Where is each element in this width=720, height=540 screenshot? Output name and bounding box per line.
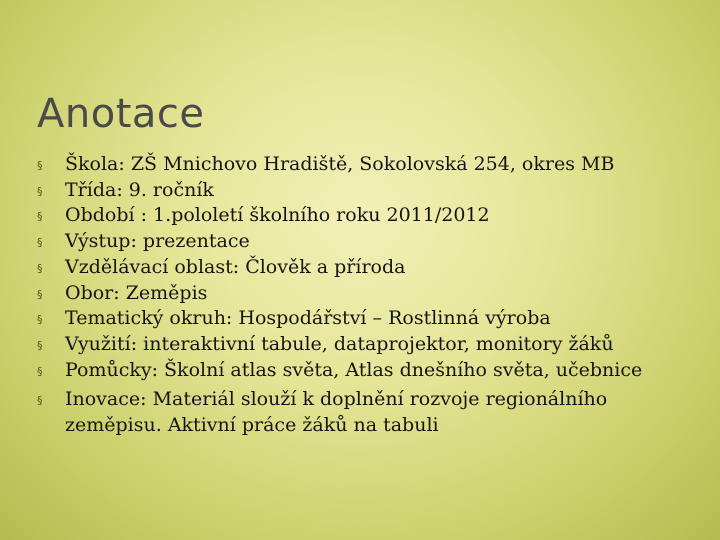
bullet-text: Výstup: prezentace (65, 230, 250, 253)
bullet-item-obdobi (37, 203, 697, 229)
bullet-icon: § (37, 261, 43, 275)
bullet-list (37, 152, 697, 439)
bullet-text: Třída: 9. ročník (65, 178, 214, 201)
bullet-icon: § (37, 313, 43, 327)
bullet-item-vystup (37, 229, 697, 255)
bullet-text: Období : 1.pololetí školního roku 2011/2012 (65, 204, 490, 227)
bullet-item-okruh (37, 306, 697, 332)
bullet-item-inovace (37, 387, 697, 438)
bullet-icon: § (37, 338, 43, 352)
bullet-icon: § (37, 394, 43, 408)
bullet-icon: § (37, 287, 43, 301)
bullet-icon: § (37, 184, 43, 198)
bullet-icon: § (37, 210, 43, 224)
bullet-text: Vzdělávací oblast: Člověk a příroda (65, 255, 406, 278)
bullet-item-oblast (37, 255, 697, 281)
bullet-text: Tematický okruh: Hospodářství – Rostlinná výroba (65, 307, 551, 330)
bullet-text: Škola: ZŠ Mnichovo Hradiště, Sokolovská 254, okres MB (65, 153, 615, 175)
bullet-item-obor (37, 281, 697, 307)
bullet-item-pomucky (37, 358, 697, 384)
bullet-text: Inovace: Materiál slouží k doplnění rozvoje regionálního zeměpisu. Aktivní práce žáků na tabuli (65, 388, 608, 437)
bullet-icon: § (37, 364, 43, 378)
bullet-text: Obor: Zeměpis (65, 281, 208, 304)
bullet-icon: § (37, 236, 43, 250)
bullet-icon: § (37, 159, 43, 172)
bullet-text: Pomůcky: Školní atlas světa, Atlas dnešního světa, učebnice (65, 358, 643, 381)
bullet-item-trida (37, 178, 697, 204)
bullet-item-vyuziti (37, 332, 697, 358)
slide-title: Anotace (37, 91, 205, 137)
bullet-text: Využití: interaktivní tabule, dataprojektor, monitory žáků (65, 332, 614, 355)
bullet-item-skola (37, 152, 697, 178)
